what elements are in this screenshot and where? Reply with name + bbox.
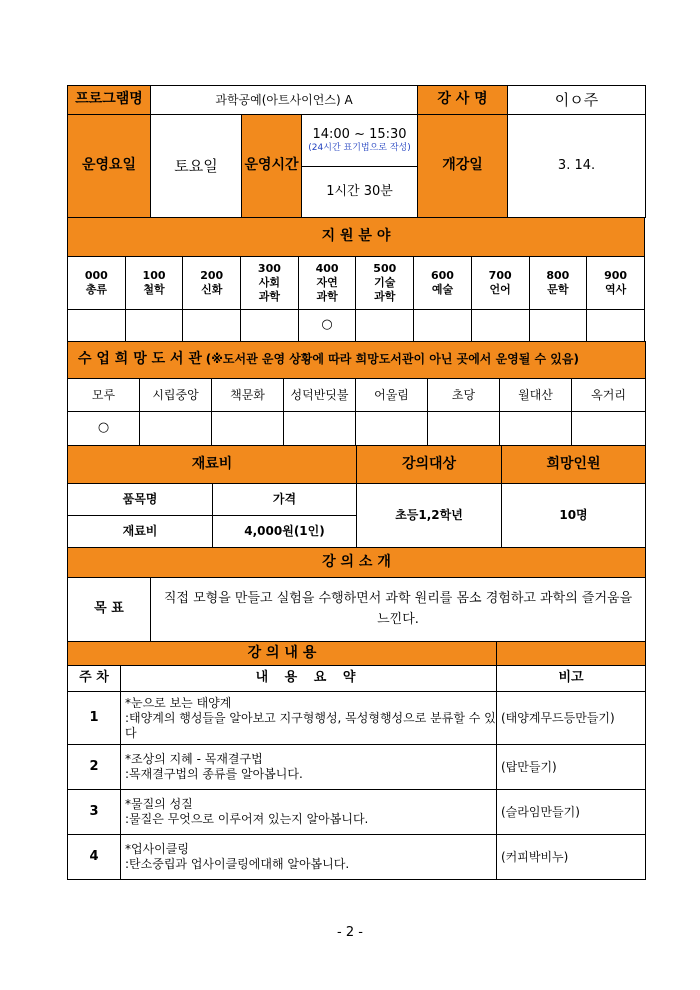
- goal-label: 목 표: [68, 578, 151, 642]
- library-name: 옥거리: [572, 379, 646, 412]
- library-header-cell: [68, 342, 646, 379]
- week-note: (슬라임만들기): [497, 790, 646, 835]
- field-code: 100: [142, 269, 166, 283]
- materials-table: [67, 445, 646, 548]
- day-value: 토요일: [151, 115, 242, 218]
- fee-header: 재료비: [68, 446, 357, 484]
- content-row: [68, 835, 646, 880]
- content-rows: [68, 692, 646, 880]
- field-mark-600: [414, 310, 472, 342]
- library-table: [67, 341, 646, 446]
- fields-table: [67, 217, 645, 342]
- field-marks-row: [68, 310, 645, 342]
- field-mark-200: [183, 310, 241, 342]
- field-mark-300: [241, 310, 299, 342]
- col-week: 주 차: [68, 666, 121, 692]
- library-header: 수 업 희 망 도 서 관: [78, 351, 202, 368]
- application-form: [67, 85, 645, 880]
- count-value: 10명: [502, 484, 646, 548]
- field-000: [68, 257, 126, 310]
- field-name: 문학: [547, 283, 569, 296]
- library-name: 시립중앙: [140, 379, 212, 412]
- library-marks-row: [68, 412, 646, 446]
- intro-header: 강 의 소 개: [68, 548, 646, 578]
- week-number: 1: [68, 692, 121, 745]
- page-number: - 2 -: [337, 925, 363, 940]
- field-100: [125, 257, 183, 310]
- field-code: 700: [488, 269, 512, 283]
- library-header-note: (※도서관 운영 상황에 따라 희망도서관이 아닌 곳에서 운영될 수 있음): [205, 352, 579, 367]
- week-number: 3: [68, 790, 121, 835]
- library-name: 책문화: [212, 379, 284, 412]
- field-code: 600: [430, 269, 454, 283]
- content-table: [67, 641, 646, 880]
- field-mark-800: [529, 310, 587, 342]
- field-mark-000: [68, 310, 126, 342]
- week-note: (탑만들기): [497, 745, 646, 790]
- library-name: 성덕반딧불: [284, 379, 356, 412]
- field-name: 자연 과학: [316, 276, 338, 303]
- field-800: [529, 257, 587, 310]
- field-name: 총류: [85, 283, 107, 296]
- count-header: 희망인원: [502, 446, 646, 484]
- week-number: 2: [68, 745, 121, 790]
- field-400: [298, 257, 356, 310]
- library-name: 모루: [68, 379, 140, 412]
- item-value: 재료비: [68, 516, 213, 548]
- field-codes-row: [68, 257, 645, 310]
- content-header-blank: [497, 642, 646, 666]
- content-header: 강 의 내 용: [68, 642, 497, 666]
- start-label: 개강일: [418, 115, 508, 218]
- goal-text: 직접 모형을 만들고 실험을 수행하면서 과학 원리를 몸소 경험하고 과학의 즐거움을 느낀다.: [151, 578, 646, 642]
- field-mark-400: ○: [298, 310, 356, 342]
- program-name-label: 프로그램명: [68, 86, 151, 115]
- library-name: 월대산: [500, 379, 572, 412]
- library-mark: ○: [68, 412, 140, 446]
- time-value: 14:00 ~ 15:30: [312, 126, 407, 142]
- week-summary: *업사이클링 :탄소중립과 업사이클링에대해 알아봅니다.: [121, 835, 497, 880]
- week-note: (커피박비누): [497, 835, 646, 880]
- instructor-label: 강 사 명: [418, 86, 508, 115]
- field-code: 300: [257, 262, 281, 276]
- field-code: 800: [546, 269, 570, 283]
- field-code: 900: [604, 269, 628, 283]
- start-value: 3. 14.: [508, 115, 646, 218]
- item-label: 품목명: [68, 484, 213, 516]
- col-summary: 내 용 요 약: [121, 666, 497, 692]
- library-mark: [428, 412, 500, 446]
- field-300: [241, 257, 299, 310]
- col-note: 비고: [497, 666, 646, 692]
- duration-value: 1시간 30분: [302, 167, 418, 218]
- library-mark: [356, 412, 428, 446]
- price-value: 4,000원(1인): [213, 516, 357, 548]
- library-mark: [140, 412, 212, 446]
- library-mark: [572, 412, 646, 446]
- field-200: [183, 257, 241, 310]
- week-summary: *눈으로 보는 태양계 :태양계의 행성들을 알아보고 지구형행성, 목성형행성으로 분류할 수 있다: [121, 692, 497, 745]
- field-mark-900: [587, 310, 645, 342]
- library-mark: [500, 412, 572, 446]
- field-900: [587, 257, 645, 310]
- week-note: (태양계무드등만들기): [497, 692, 646, 745]
- field-code: 500: [373, 262, 397, 276]
- field-code: 200: [200, 269, 224, 283]
- field-mark-700: [471, 310, 529, 342]
- program-info-table: [67, 85, 646, 218]
- instructor-value: 이ㅇ주: [508, 86, 646, 115]
- library-name: 초당: [428, 379, 500, 412]
- content-row: [68, 692, 646, 745]
- field-700: [471, 257, 529, 310]
- field-name: 철학: [143, 283, 165, 296]
- field-600: [414, 257, 472, 310]
- field-500: [356, 257, 414, 310]
- time-cell: [302, 115, 418, 167]
- field-mark-500: [356, 310, 414, 342]
- target-value: 초등1,2학년: [357, 484, 502, 548]
- fields-header: 지 원 분 야: [68, 218, 645, 257]
- week-summary: *조상의 지혜 - 목재결구법 :목재결구법의 종류를 알아봅니다.: [121, 745, 497, 790]
- week-summary: *물질의 성질 :물질은 무엇으로 이루어져 있는지 알아봅니다.: [121, 790, 497, 835]
- price-label: 가격: [213, 484, 357, 516]
- field-mark-100: [125, 310, 183, 342]
- library-name: 어울림: [356, 379, 428, 412]
- program-name-value: 과학공예(아트사이언스) A: [151, 86, 418, 115]
- intro-table: [67, 547, 646, 642]
- library-mark: [212, 412, 284, 446]
- content-row: [68, 745, 646, 790]
- target-header: 강의대상: [357, 446, 502, 484]
- field-name: 사회 과학: [258, 276, 281, 303]
- field-code: 400: [315, 262, 339, 276]
- field-name: 기술 과학: [374, 276, 396, 303]
- time-label: 운영시간: [242, 115, 302, 218]
- field-code: 000: [84, 269, 108, 283]
- library-mark: [284, 412, 356, 446]
- week-number: 4: [68, 835, 121, 880]
- field-name: 언어: [489, 283, 511, 296]
- field-name: 예술: [431, 283, 454, 296]
- day-label: 운영요일: [68, 115, 151, 218]
- library-names-row: [68, 379, 646, 412]
- field-name: 역사: [604, 283, 627, 296]
- field-name: 신화: [201, 283, 223, 296]
- time-note: (24시간 표기법으로 작성): [308, 143, 411, 153]
- content-row: [68, 790, 646, 835]
